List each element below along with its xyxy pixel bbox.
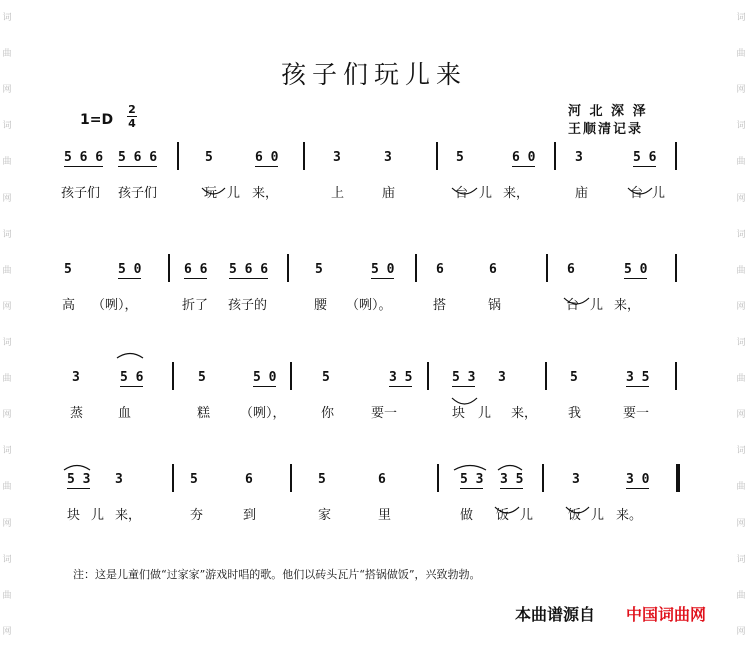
footnote: 注：这是儿童们做“过家家”游戏时唱的歌。他们以砖头瓦片“搭锅做饭”，兴致勃勃。 [73,568,481,581]
note: 6 [567,262,575,277]
note: 5 3 [460,472,484,487]
note: 5 6 [120,370,144,385]
slur [202,188,225,194]
note: 5 6 6 [64,150,104,165]
note: 5 0 [371,262,395,277]
song-title: 孩子们玩儿来 [280,60,467,89]
watermark-char: 曲 [2,265,12,276]
watermark-char: 曲 [2,590,12,601]
watermark-char: 曲 [736,374,746,385]
note: 3 [384,150,392,165]
lyric: 上 [331,186,345,201]
lyric: 里 [378,508,392,523]
lyric: 折了 [182,298,209,313]
note: 5 [318,472,326,487]
watermark-char: 曲 [736,590,746,601]
lyric: 儿 [590,298,604,313]
source-label: 本曲谱源自 [515,605,596,624]
watermark-char: 网 [736,193,746,204]
note: 5 [456,150,464,165]
note: 3 [575,150,583,165]
credit-recorder: 王顺清记录 [568,122,644,137]
watermark-char: 网 [2,301,12,312]
lyric: 来， [115,508,142,523]
watermark-char: 词 [736,446,746,457]
slur [628,188,652,194]
lyric: 我 [568,406,582,421]
note: 6 [245,472,253,487]
lyric: 来。 [616,508,643,523]
watermark-char: 词 [736,13,746,24]
lyric: 孩子们 [61,186,101,201]
lyric: 高 [62,298,76,313]
note: 3 5 [500,472,524,487]
slur [452,188,477,194]
watermark-char: 网 [736,518,746,529]
note: 5 [322,370,330,385]
note: 6 [436,262,444,277]
lyric: 台 [455,186,469,201]
lyric: （咧）。 [346,298,392,313]
lyric: 锅 [488,298,502,313]
lyric: 孩子的 [228,298,268,313]
lyric: 腰 [314,298,328,313]
lyric: 到 [243,508,257,523]
lyric: 儿 [91,508,105,523]
watermark-char: 词 [2,446,12,457]
note: 6 0 [255,150,279,165]
watermark-char: 网 [2,626,12,637]
note: 5 [205,150,213,165]
lyric: 糕 [197,406,211,421]
lyric: 饭 [568,508,582,523]
time-sig-bottom: 4 [128,117,136,130]
note: 3 [333,150,341,165]
source-site: 中国词曲网 [626,605,707,624]
watermark-char: 词 [736,229,746,240]
note: 5 3 [452,370,476,385]
lyric: 儿 [478,406,492,421]
lyric: 庙 [382,186,396,201]
note: 3 0 [626,472,650,487]
lyric: 儿 [591,508,605,523]
watermark-char: 网 [2,410,12,421]
lyric: 块 [452,406,466,421]
watermark-char: 网 [2,85,12,96]
lyric: 块 [67,508,81,523]
note: 5 0 [118,262,142,277]
note: 5 [198,370,206,385]
watermark-char: 曲 [736,157,746,168]
note: 6 6 [184,262,208,277]
note: 5 6 [633,150,657,165]
lyric: 孩子们 [118,186,158,201]
lyric: 来， [511,406,538,421]
lyric: 要一 [371,406,398,421]
note: 6 [489,262,497,277]
lyric: 台 [630,186,644,201]
note: 6 0 [512,150,536,165]
note: 3 [115,472,123,487]
watermark-char: 曲 [2,374,12,385]
lyric: 来， [614,298,641,313]
lyric: 饭 [496,508,510,523]
key-signature: 1=D [80,112,114,128]
lyric: 来， [503,186,530,201]
watermark-char: 曲 [2,49,12,60]
watermark-char: 词 [2,229,12,240]
lyric: 庙 [575,186,589,201]
watermark-char: 词 [2,338,12,349]
lyric: 台 [566,298,580,313]
watermark-char: 词 [736,554,746,565]
note: 3 [498,370,506,385]
lyric: 你 [321,406,335,421]
lyric: 蒸 [70,406,84,421]
note: 5 [190,472,198,487]
slur [454,466,486,471]
watermark-char: 网 [736,301,746,312]
slur [452,398,477,404]
slur [117,354,143,359]
lyric: 儿 [520,508,534,523]
lyric: 儿 [652,186,666,201]
slur [564,298,589,304]
lyric: （咧）， [92,298,138,313]
credit-region: 河 北 深 泽 [568,104,648,119]
note: 5 [315,262,323,277]
lyric: 儿 [227,186,241,201]
slur [64,466,90,471]
lyric: 搭 [433,298,447,313]
lyric: 要一 [623,406,650,421]
slur [566,507,589,513]
lyric: （咧）， [240,406,286,421]
note: 3 5 [626,370,650,385]
lyric: 血 [118,406,132,421]
note: 3 [572,472,580,487]
watermark-char: 网 [736,410,746,421]
slur [498,466,522,471]
lyric: 家 [318,508,332,523]
note: 5 0 [624,262,648,277]
watermark-char: 词 [2,554,12,565]
watermark-char: 词 [736,338,746,349]
watermark-char: 曲 [2,157,12,168]
note: 5 6 6 [229,262,269,277]
note: 6 [378,472,386,487]
watermark-char: 词 [2,121,12,132]
lyric: 夯 [190,508,204,523]
watermark-char: 词 [2,13,12,24]
note: 5 [64,262,72,277]
note: 3 [72,370,80,385]
note: 5 3 [67,472,91,487]
watermark-char: 曲 [736,265,746,276]
watermark-char: 网 [736,626,746,637]
watermark-char: 曲 [2,482,12,493]
note: 5 [570,370,578,385]
watermark-char: 网 [736,85,746,96]
note: 5 6 6 [118,150,158,165]
note: 3 5 [389,370,413,385]
watermark-char: 网 [2,518,12,529]
slur [495,507,519,513]
watermark-char: 曲 [736,482,746,493]
watermark-char: 词 [736,121,746,132]
watermark-char: 曲 [736,49,746,60]
lyric: 做 [460,508,474,523]
lyric: 玩 [204,186,218,201]
note: 5 0 [253,370,277,385]
lyric: 儿 [479,186,493,201]
time-sig-top: 2 [128,103,136,116]
lyric: 来， [252,186,279,201]
watermark-char: 网 [2,193,12,204]
